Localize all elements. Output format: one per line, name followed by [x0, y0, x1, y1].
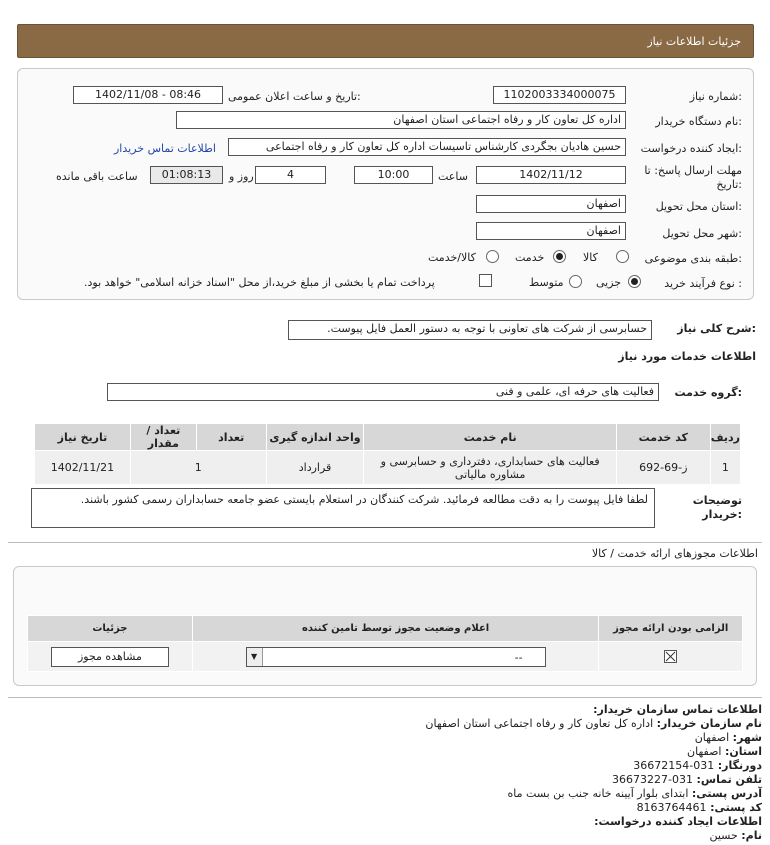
treasury-payment-text: پرداخت تمام یا بخشی از مبلغ خرید،از محل "اسناد خزانه اسلامی" خواهد بود.	[84, 276, 435, 289]
creator-name-label: نام:	[741, 829, 762, 842]
category-radio-goods-service[interactable]	[486, 250, 499, 263]
page-header	[17, 24, 754, 58]
announce-field[interactable]: 1402/11/08 - 08:46	[73, 86, 223, 104]
category-radio-service[interactable]	[553, 250, 566, 263]
row-service-name: فعالیت های حسابداری، دفترداری و حسابرسی و مشاوره مالیاتی	[364, 451, 616, 485]
province-label: استان محل تحویل:	[655, 200, 742, 213]
contact-city-label: شهر:	[732, 731, 762, 744]
summary-label: شرح کلی نیاز:	[677, 322, 756, 335]
chevron-down-icon[interactable]: ▼	[247, 648, 263, 666]
row-need-date: 1402/11/21	[35, 451, 131, 485]
announce-label: تاریخ و ساعت اعلان عمومی:	[228, 90, 361, 103]
contact-fax	[633, 759, 762, 772]
col-need-date: تاریخ نیاز	[35, 424, 131, 451]
license-status-value: --	[514, 650, 523, 664]
licenses-heading: اطلاعات مجوزهای ارائه خدمت / کالا	[591, 547, 758, 560]
time-label: ساعت	[438, 170, 468, 183]
process-option-minor: جزیی	[596, 276, 622, 289]
service-group-label: گروه خدمت:	[674, 386, 742, 399]
contact-org-value: اداره کل تعاون کار و رفاه اجتماعی استان اصفهان	[425, 717, 654, 730]
process-radio-minor[interactable]	[628, 275, 641, 288]
buyer-notes-field[interactable]: لطفا فایل پیوست را به دقت مطالعه فرمائید. شرکت کنندگان در استعلام بایستی عضو جامعه حسابداران رسمی کشور باشند.	[31, 488, 655, 528]
deadline-label-date: تاریخ:	[716, 178, 742, 191]
days-label: روز و	[229, 170, 254, 183]
col-qty: تعداد / مقدار	[130, 424, 196, 451]
creator-heading: اطلاعات ایجاد کننده درخواست:	[594, 815, 762, 828]
deadline-date-field[interactable]: 1402/11/12	[476, 166, 626, 184]
creator-name	[709, 829, 762, 842]
category-option-goods: کالا	[583, 251, 598, 264]
contact-province-label: استان:	[725, 745, 762, 758]
category-option-service: خدمت	[515, 251, 545, 264]
contact-address	[507, 787, 762, 800]
license-status-select[interactable]	[246, 647, 546, 667]
col-license-required: الزامی بودن ارائه مجوز	[599, 616, 743, 642]
contact-phone-value: 031-36673227	[612, 773, 694, 786]
col-service-code: کد خدمت	[616, 424, 710, 451]
col-index: ردیف	[710, 424, 740, 451]
need-number-field[interactable]: 1102003334000075	[493, 86, 626, 104]
contact-address-label: آدرس پستی:	[691, 787, 762, 800]
contact-fax-value: 031-36672154	[633, 759, 715, 772]
page-title: جزئیات اطلاعات نیاز	[647, 35, 741, 48]
need-number-label: شماره نیاز:	[689, 90, 742, 103]
process-label: نوع فرآیند خرید :	[664, 277, 742, 290]
buyer-notes-label: توضیحات	[692, 494, 742, 507]
process-radio-medium[interactable]	[569, 275, 582, 288]
contact-fax-label: دورنگار:	[717, 759, 762, 772]
services-table	[34, 423, 741, 485]
process-option-medium: متوسط	[529, 276, 564, 289]
service-group-field[interactable]: فعالیت های حرفه ای، علمی و فنی	[107, 383, 659, 401]
buyer-contact-link[interactable]: اطلاعات تماس خریدار	[114, 142, 216, 155]
table-row	[35, 451, 741, 485]
creator-field[interactable]: حسین هادیان بجگردی کارشناس تاسیسات اداره کل تعاون کار و رفاه اجتماعی	[228, 138, 626, 156]
row-service-code: ز-69-692	[616, 451, 710, 485]
treasury-payment-checkbox[interactable]	[479, 274, 492, 287]
deadline-time-field[interactable]: 10:00	[354, 166, 433, 184]
row-qty: 1	[130, 451, 266, 485]
summary-field[interactable]: حسابرسی از شرکت های تعاونی با توجه به دستور العمل فایل پیوست.	[288, 320, 652, 340]
contact-heading: اطلاعات تماس سازمان خریدار:	[593, 703, 762, 716]
city-field[interactable]: اصفهان	[476, 222, 626, 240]
contact-city	[695, 731, 762, 744]
city-label: شهر محل تحویل:	[662, 227, 742, 240]
contact-city-value: اصفهان	[694, 731, 730, 744]
contact-postal	[637, 801, 762, 814]
table-row	[28, 642, 743, 672]
contact-address-value: ابتدای بلوار آیینه خانه جنب بن بست ماه	[507, 787, 689, 800]
col-count: تعداد	[196, 424, 266, 451]
contact-org	[425, 717, 762, 730]
contact-divider	[8, 697, 762, 698]
services-heading: اطلاعات خدمات مورد نیاز	[618, 350, 756, 363]
view-license-button[interactable]: مشاهده مجوز	[51, 647, 169, 667]
contact-province-value: اصفهان	[687, 745, 722, 758]
buyer-org-label: نام دستگاه خریدار:	[655, 115, 742, 128]
col-service-name: نام خدمت	[364, 424, 616, 451]
remaining-time-field: 01:08:13	[150, 166, 223, 184]
license-required-checkbox-icon	[664, 650, 677, 663]
contact-postal-value: 8163764461	[636, 801, 707, 814]
category-radio-goods[interactable]	[616, 250, 629, 263]
contact-postal-label: کد پستی:	[710, 801, 762, 814]
licenses-divider	[8, 542, 762, 543]
row-unit: قرارداد	[266, 451, 364, 485]
row-index: 1	[710, 451, 740, 485]
buyer-org-field[interactable]: اداره کل تعاون کار و رفاه اجتماعی استان اصفهان	[176, 111, 626, 129]
licenses-table	[27, 615, 743, 672]
province-field[interactable]: اصفهان	[476, 195, 626, 213]
contact-org-label: نام سازمان خریدار:	[656, 717, 762, 730]
buyer-notes-label-2: خریدار:	[702, 508, 742, 521]
col-license-status: اعلام وضعیت مجوز توسط تامین کننده	[192, 616, 599, 642]
creator-label: ایجاد کننده درخواست:	[640, 142, 742, 155]
col-details: جزئیات	[28, 616, 193, 642]
contact-province	[687, 745, 762, 758]
days-field[interactable]: 4	[255, 166, 326, 184]
category-option-goods-service: کالا/خدمت	[428, 251, 476, 264]
remaining-label: ساعت باقی مانده	[56, 170, 138, 183]
creator-name-value: حسین	[709, 829, 738, 842]
deadline-label: مهلت ارسال پاسخ: تا	[644, 164, 742, 177]
category-label: طبقه بندی موضوعی:	[644, 252, 742, 265]
contact-phone	[612, 773, 762, 786]
contact-phone-label: تلفن تماس:	[696, 773, 762, 786]
col-unit: واحد اندازه گیری	[266, 424, 364, 451]
